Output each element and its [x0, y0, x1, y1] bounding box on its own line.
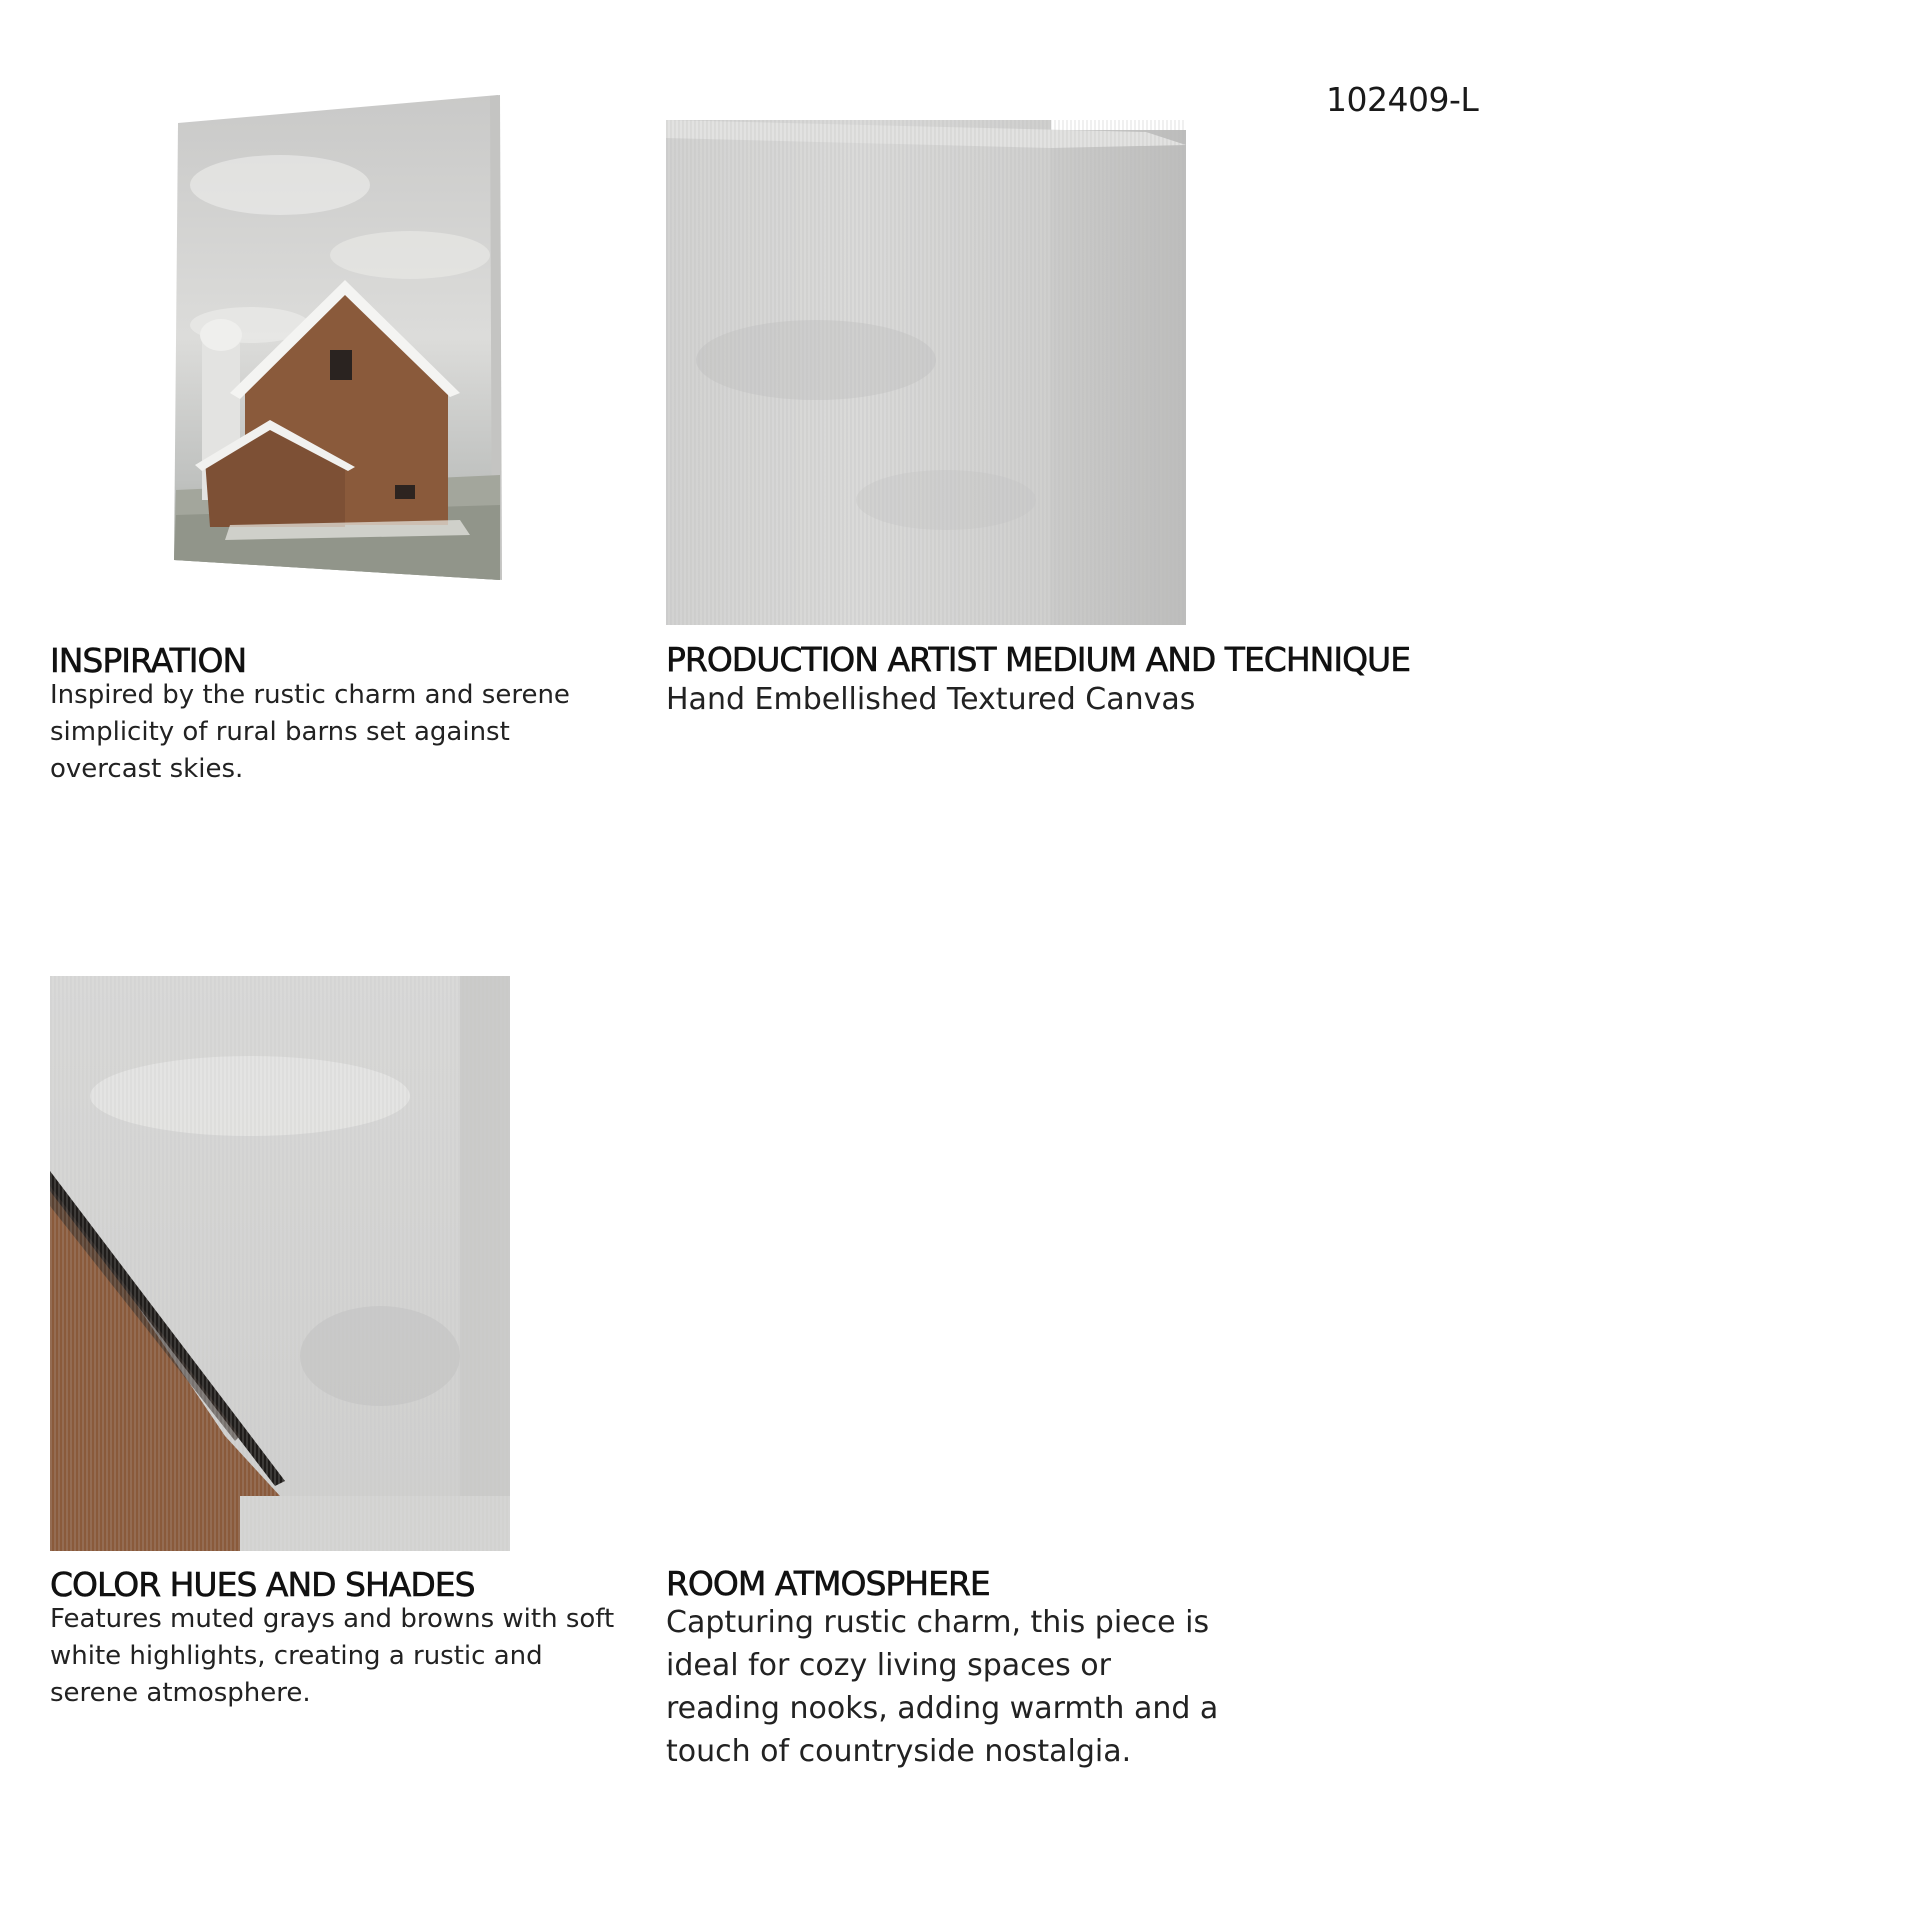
room-heading: ROOM ATMOSPHERE [666, 1564, 990, 1603]
production-body: Hand Embellished Textured Canvas [666, 682, 1196, 717]
color-body: Features muted grays and browns with soft white highlights, creating a rustic and serene atmosphere. [50, 1604, 615, 1708]
canvas-edge-image [666, 120, 1186, 625]
barn-closeup-image [50, 976, 510, 1551]
inspiration-heading: INSPIRATION [50, 641, 247, 680]
color-heading: COLOR HUES AND SHADES [50, 1565, 475, 1604]
product-sku: 102409-L [1326, 80, 1479, 119]
room-body: Capturing rustic charm, this piece is ideal for cozy living spaces or reading nooks, adding warmth and a touch of countryside nostalgia. [666, 1605, 1219, 1769]
barn-painting-image [170, 95, 505, 580]
inspiration-body: Inspired by the rustic charm and serene simplicity of rural barns set against overcast skies. [50, 680, 570, 784]
production-heading: PRODUCTION ARTIST MEDIUM AND TECHNIQUE [666, 640, 1411, 679]
